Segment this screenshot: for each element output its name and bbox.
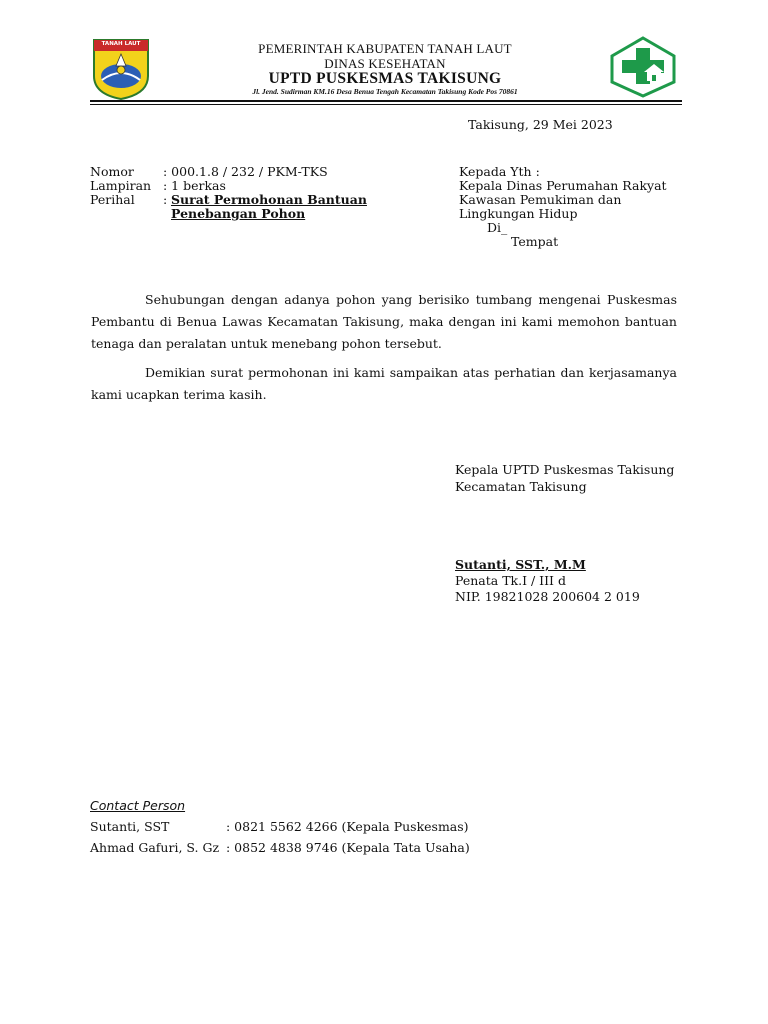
body-paragraph-1-text: Sehubungan dengan adanya pohon yang berisiko tumbang mengenai Puskesmas Pembantu di Benua Lawas Kecamatan Takisung, maka dengan ini kami memohon bantuan tenaga dan peralatan untuk menebang pohon tersebut.: [91, 292, 677, 351]
perihal-subject-line1: Surat Permohonan Bantuan: [171, 192, 367, 207]
lampiran-value: : 1 berkas: [163, 178, 226, 193]
perihal-label: Perihal: [90, 192, 135, 207]
recipient-tempat: Tempat: [511, 234, 559, 249]
nomor-label: Nomor: [90, 164, 134, 179]
contact-name-2: Ahmad Gafuri, S. Gz: [90, 840, 220, 855]
body-paragraph-2-text: Demikian surat permohonan ini kami sampaikan atas perhatian dan kerjasamanya kami ucapkan terima kasih.: [91, 365, 677, 402]
contact-value-2: : 0852 4838 9746 (Kepala Tata Usaha): [226, 840, 470, 855]
header-department: DINAS KESEHATAN: [324, 56, 446, 71]
signatory-rank: Penata Tk.I / III d: [455, 573, 566, 588]
puskesmas-logo-icon: [608, 36, 678, 98]
letter-date: Takisung, 29 Mei 2023: [468, 117, 613, 132]
body-paragraph-1: [91, 289, 677, 355]
letterhead-rule-thick: [90, 100, 682, 102]
perihal-subject-line2: Penebangan Pohon: [171, 206, 306, 221]
header-institution: UPTD PUSKESMAS TAKISUNG: [268, 70, 502, 87]
crest-badge-label: TANAH LAUT: [101, 41, 141, 47]
perihal-colon: :: [163, 192, 168, 207]
header-government: PEMERINTAH KABUPATEN TANAH LAUT: [258, 41, 512, 56]
signature-title-2: Kecamatan Takisung: [455, 479, 587, 494]
recipient-line-4: Lingkungan Hidup: [459, 206, 578, 221]
contact-name-1: Sutanti, SST: [90, 819, 170, 834]
letterhead-rule-thin: [90, 104, 682, 105]
lampiran-label: Lampiran: [90, 178, 152, 193]
recipient-di: Di_: [487, 220, 508, 235]
letterhead: [86, 34, 684, 100]
recipient-greeting: Kepada Yth :: [459, 164, 540, 179]
signatory-nip: NIP. 19821028 200604 2 019: [455, 589, 640, 604]
signature-title-1: Kepala UPTD Puskesmas Takisung: [455, 462, 675, 477]
recipient-line-3: Kawasan Pemukiman dan: [459, 192, 622, 207]
contact-value-1: : 0821 5562 4266 (Kepala Puskesmas): [226, 819, 469, 834]
contact-heading: Contact Person: [90, 798, 186, 813]
signatory-name: Sutanti, SST., M.M: [455, 557, 586, 572]
header-address: Jl. Jend. Sudirman KM.16 Desa Benua Tengah Kecamatan Takisung Kode Pos 70861: [252, 87, 518, 96]
recipient-line-2: Kepala Dinas Perumahan Rakyat: [459, 178, 667, 193]
body-paragraph-2: [91, 362, 677, 406]
nomor-value: : 000.1.8 / 232 / PKM-TKS: [163, 164, 328, 179]
